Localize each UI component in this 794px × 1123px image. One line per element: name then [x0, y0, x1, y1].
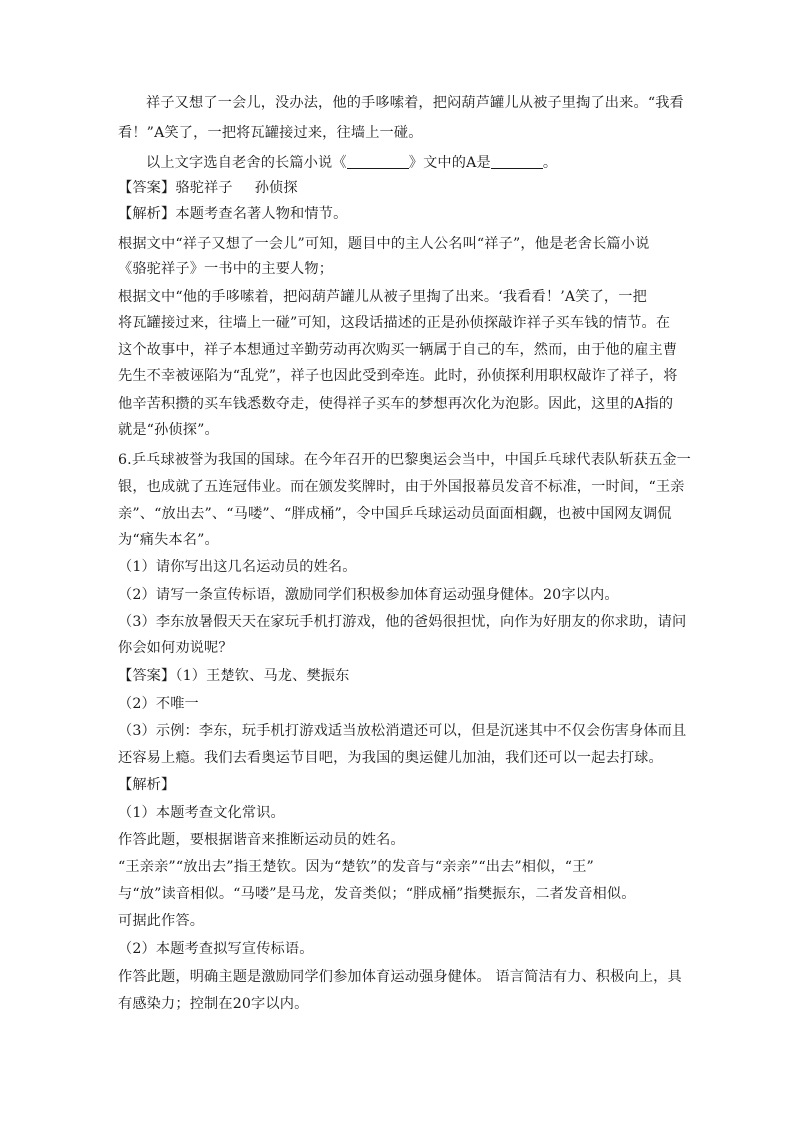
analysis-line: 作答此题，明确主题是激励同学们参加体育运动强身健体。 语言简洁有力、积极向上，具 [118, 969, 682, 985]
question-6-line: 亲”、“放出去”、“马喽”、“胖成桶”，令中国乒乓球运动员面面相觑，也被中国网友调侃 [118, 506, 672, 522]
question-6-line: 6.乒乓球被誉为我国的国球。在今年召开的巴黎奥运会当中，中国乒乓球代表队斩获五金一 [118, 452, 692, 468]
answer-line [118, 666, 350, 686]
question-text: 》文中的A是 [408, 155, 491, 171]
answer-value: 孙侦探 [254, 180, 298, 196]
question-6-line: 为“痛失本名”。 [118, 532, 219, 548]
answer-value: （1）王楚钦、马龙、樊振东 [175, 668, 350, 684]
analysis-line: 先生不幸被诬陷为“乱党”，祥子也因此受到牵连。此时，孙侦探利用职权敲诈了祥子，将 [118, 368, 678, 384]
analysis-line: 就是“孙侦探”。 [118, 422, 219, 438]
sub-question-2: （2）请写一条宣传标语，激励同学们积极参加体育运动强身健体。20字以内。 [118, 587, 619, 603]
answer-value: 骆驼祥子 [175, 180, 233, 196]
sub-question-3: 你会如何劝说呢？ [118, 640, 233, 656]
analysis-line: “王亲亲”“放出去”指王楚钦。因为“楚钦”的发音与“亲亲”“出去”相似，“王” [118, 859, 594, 875]
answer-line [118, 178, 298, 198]
analysis-line: 可据此作答。 [118, 913, 205, 929]
answer-tag: 【答案】 [118, 180, 176, 196]
analysis-line: 他辛苦积攒的买车钱悉数夺走，使得祥子买车的梦想再次化为泡影。因此，这里的A指的 [118, 396, 674, 412]
passage-line: 祥子又想了一会儿，没办法，他的手哆嗦着，把闷葫芦罐儿从被子里掏了出来。“我看 [146, 95, 684, 111]
answer-tag: 【答案】 [118, 668, 176, 684]
analysis-line: 根据文中“祥子又想了一会儿”可知，题目中的主人公名叫“祥子”，他是老舍长篇小说 [118, 236, 650, 252]
answer-line: （3）示例：李东，玩手机打游戏适当放松消遣还可以，但是沉迷其中不仅会伤害身体而且 [118, 723, 687, 739]
analysis-tag: 【解析】 [118, 206, 176, 222]
analysis-line: （1）本题考查文化常识。 [118, 805, 285, 821]
analysis-line: 这个故事中，祥子本想通过辛勤劳动再次购买一辆属于自己的车，然而，由于他的雇主曹 [118, 342, 678, 358]
question-text: 。 [542, 155, 558, 171]
answer-line: （2）不唯一 [118, 696, 199, 712]
analysis-line: 作答此题，要根据谐音来推断运动员的姓名。 [118, 832, 405, 848]
analysis-line [118, 204, 347, 224]
answer-line: 还容易上瘾。我们去看奥运节目吧，为我国的奥运健儿加油，我们还可以一起去打球。 [118, 750, 663, 766]
answer-blank [347, 154, 409, 169]
analysis-intro: 本题考查名著人物和情节。 [175, 206, 348, 222]
analysis-line: 有感染力；控制在20字以内。 [118, 996, 309, 1012]
answer-blank [491, 154, 543, 169]
passage-line: 看！”A笑了，一把将瓦罐接过来，往墙上一碰。 [118, 125, 423, 141]
question-line [146, 153, 557, 173]
analysis-line: 根据文中“他的手哆嗦着，把闷葫芦罐儿从被子里掏了出来。‘我看看！’A笑了，一把 [118, 289, 647, 305]
question-text: 以上文字选自老舍的长篇小说《 [146, 155, 347, 171]
analysis-line: 将瓦罐接过来，往墙上一碰”可知，这段话描述的正是孙侦探敲诈祥子买车钱的情节。在 [118, 315, 671, 331]
analysis-line: 与“放”读音相似。“马喽”是马龙，发音类似；“胖成桶”指樊振东，二者发音相似。 [118, 886, 636, 902]
analysis-line: 《骆驼祥子》一书中的主要人物； [118, 261, 334, 277]
sub-question-1: （1）请你写出这几名运动员的姓名。 [118, 559, 357, 575]
sub-question-3: （3）李东放暑假天天在家玩手机打游戏，他的爸妈很担忧，向作为好朋友的你求助，请问 [118, 614, 687, 630]
analysis-tag: 【解析】 [118, 777, 176, 793]
analysis-line: （2）本题考查拟写宣传标语。 [118, 941, 314, 957]
question-6-line: 银，也成就了五连冠伟业。而在颁发奖牌时，由于外国报幕员发音不标准，一时间，“王亲 [118, 479, 685, 495]
